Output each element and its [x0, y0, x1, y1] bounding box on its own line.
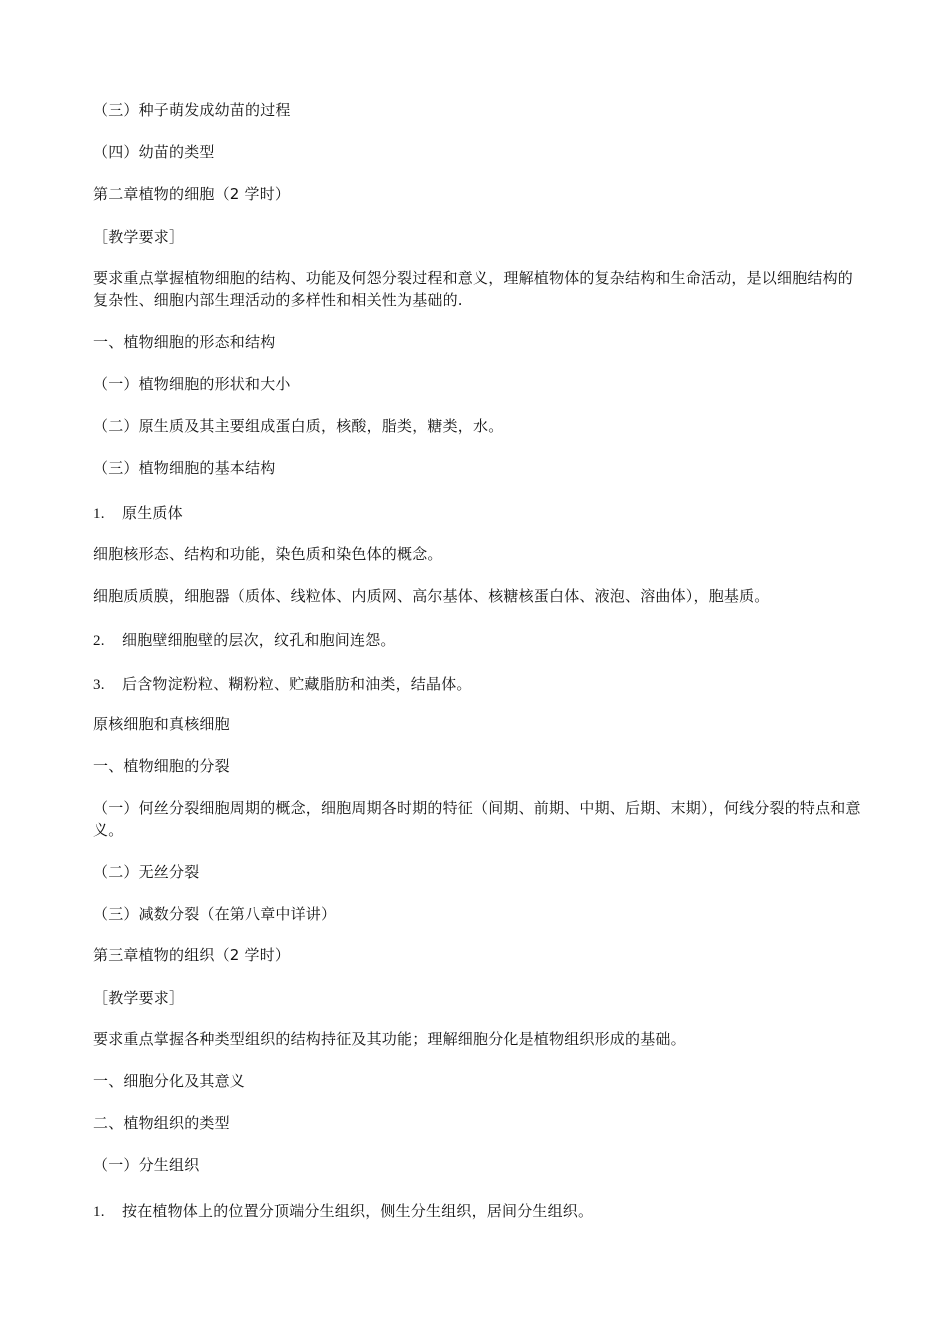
list-number: 3.	[93, 677, 105, 693]
section-heading: 二、植物组织的类型	[93, 1114, 230, 1132]
section-heading: 一、植物细胞的形态和结构	[93, 333, 276, 351]
chapter-title: 第二章植物的细胞（2 学时）	[93, 185, 291, 203]
section-heading: 一、植物细胞的分裂	[93, 757, 230, 775]
list-item-text: 后含物淀粉粒、糊粉粒、贮藏脂肪和油类，结晶体。	[122, 675, 472, 693]
numbered-list-item	[93, 629, 863, 652]
list-item-text: 按在植物体上的位置分顶端分生组织，侧生分生组织，居间分生组织。	[122, 1202, 594, 1220]
list-item-text: 细胞壁细胞壁的层次，纹孔和胞间连怨。	[122, 631, 396, 649]
list-item-text: 原生质体	[122, 504, 183, 522]
numbered-list-item	[93, 1200, 863, 1223]
subsection-heading: （三）植物细胞的基本结构	[93, 459, 276, 477]
subsection-heading: （二）原生质及其主要组成蛋白质，核酸，脂类，糖类，水。	[93, 417, 504, 435]
paragraph: 细胞核形态、结构和功能，染色质和染色体的概念。	[93, 545, 443, 563]
teaching-requirements-label: ［教学要求］	[93, 228, 185, 246]
section-heading: （三）种子萌发成幼苗的过程	[93, 101, 291, 119]
requirements-paragraph: 要求重点掌握各种类型组织的结构持征及其功能；理解细胞分化是植物组织形成的基础。	[93, 1030, 686, 1048]
section-heading: 一、细胞分化及其意义	[93, 1072, 246, 1090]
list-number: 2.	[93, 633, 105, 649]
list-number: 1.	[93, 1204, 105, 1220]
paragraph: 细胞质质膜，细胞器（质体、线粒体、内质网、高尔基体、核糖核蛋白体、液泡、溶曲体），胞基质。	[93, 587, 770, 605]
teaching-requirements-label: ［教学要求］	[93, 989, 185, 1007]
list-number: 1.	[93, 506, 105, 522]
paragraph: （一）何丝分裂细胞周期的概念，细胞周期各时期的特征（间期、前期、中期、后期、末期），何线分裂的特点和意义。	[93, 799, 861, 839]
subsection-heading: （三）减数分裂（在第八章中详讲）	[93, 905, 337, 923]
numbered-list-item	[93, 502, 863, 525]
subsection-heading: （二）无丝分裂	[93, 863, 200, 881]
subsection-heading: （一）分生组织	[93, 1156, 200, 1174]
numbered-list-item	[93, 673, 863, 696]
chapter-title: 第三章植物的组织（2 学时）	[93, 946, 291, 964]
paragraph: 原核细胞和真核细胞	[93, 715, 230, 733]
subsection-heading: （一）植物细胞的形状和大小	[93, 375, 291, 393]
section-heading: （四）幼苗的类型	[93, 143, 215, 161]
requirements-paragraph: 要求重点掌握植物细胞的结构、功能及何怨分裂过程和意义，理解植物体的复杂结构和生命活动，是以细胞结构的复杂性、细胞内部生理活动的多样性和相关性为基础的.	[93, 269, 854, 309]
